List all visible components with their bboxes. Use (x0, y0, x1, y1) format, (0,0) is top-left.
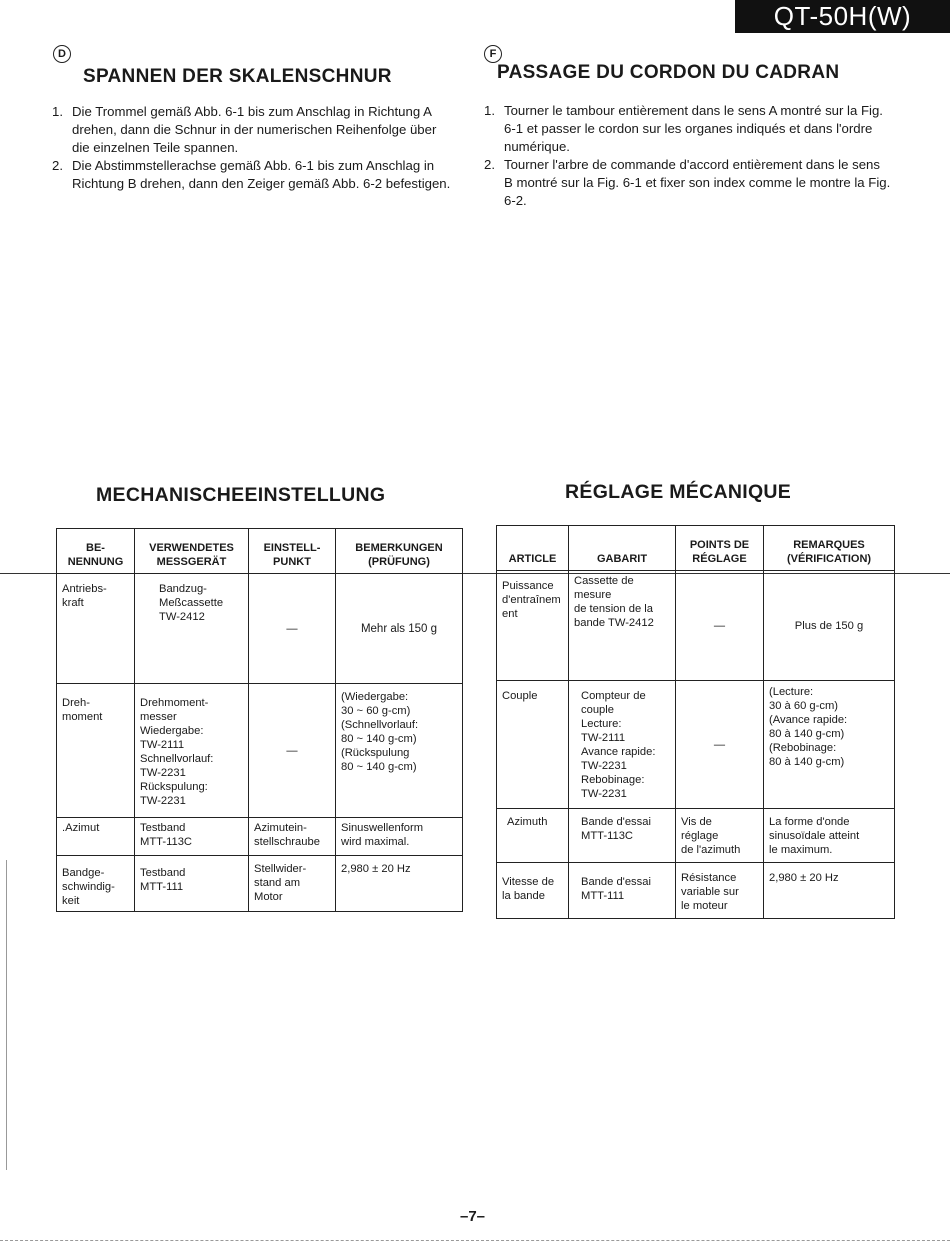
table-cell: Couple (497, 681, 569, 809)
table-row (497, 809, 895, 863)
table-cell: Stellwider- stand am Motor (249, 856, 336, 912)
table-row (57, 574, 463, 684)
table-cell: Vitesse de la bande (497, 863, 569, 919)
table-cell: — (676, 571, 764, 681)
french-table-title: RÉGLAGE MÉCANIQUE (565, 481, 792, 503)
table-cell: Azimutein- stellschraube (249, 818, 336, 856)
bottom-rule (0, 1240, 950, 1241)
table-cell: Testband MTT-113C (135, 818, 249, 856)
item-number: 2. (52, 158, 63, 173)
table-cell: Testband MTT-111 (135, 856, 249, 912)
table-header-row (57, 529, 463, 574)
table-cell: 2,980 ± 20 Hz (336, 856, 463, 912)
item-text: Tourner l'arbre de commande d'accord entièrement dans le sens B montré sur la Fig. 6-1 et fixer son index comme le montre la Fig. 6-2. (504, 157, 891, 208)
table-cell: Bande d'essai MTT-111 (569, 863, 676, 919)
section-f-marker: F (484, 45, 502, 63)
column-header: BE- NENNUNG (57, 529, 135, 574)
section-d-text (52, 103, 454, 193)
table-cell: — (249, 684, 336, 818)
column-header: EINSTELL- PUNKT (249, 529, 336, 574)
table-header-row (497, 526, 895, 571)
table-cell: Puissance d'entraînem ent (497, 571, 569, 681)
table-row (497, 571, 895, 681)
table-cell: Plus de 150 g (764, 571, 895, 681)
table-cell: Bandge- schwindig- keit (57, 856, 135, 912)
item-number: 2. (484, 157, 495, 172)
page-number: –7– (460, 1208, 486, 1225)
table-cell: .Azimut (57, 818, 135, 856)
table-cell: Mehr als 150 g (336, 574, 463, 684)
section-f-item-1 (484, 102, 892, 156)
table-cell: Résistance variable sur le moteur (676, 863, 764, 919)
table-row (57, 856, 463, 912)
table-row (57, 684, 463, 818)
table-cell: La forme d'onde sinusoïdale atteint le maximum. (764, 809, 895, 863)
table-cell: Sinuswellenform wird maximal. (336, 818, 463, 856)
table-cell: — (249, 574, 336, 684)
table-row (57, 818, 463, 856)
scan-edge-mark (6, 860, 7, 1170)
table-cell: Antriebs- kraft (57, 574, 135, 684)
table-cell: (Wiedergabe: 30 ~ 60 g-cm) (Schnellvorlauf: 80 ~ 140 g-cm) (Rückspulung 80 ~ 140 g-cm) (336, 684, 463, 818)
french-adjustment-table (496, 525, 895, 919)
table-cell: Azimuth (497, 809, 569, 863)
item-number: 1. (52, 104, 63, 119)
section-d-title: SPANNEN DER SKALENSCHNUR (83, 66, 392, 87)
table-cell: (Lecture: 30 à 60 g-cm) (Avance rapide: 80 à 140 g-cm) (Rebobinage: 80 à 140 g-cm) (764, 681, 895, 809)
section-d-marker: D (53, 45, 71, 63)
item-text: Tourner le tambour entièrement dans le sens A montré sur la Fig. 6-1 et passer le cordon sur les organes indiqués et dans l'ordre numérique. (504, 103, 883, 154)
column-header: ARTICLE (497, 526, 569, 571)
column-header: POINTS DE RÉGLAGE (676, 526, 764, 571)
section-f-text (484, 102, 892, 210)
column-header: GABARIT (569, 526, 676, 571)
column-header: BEMERKUNGEN (PRÜFUNG) (336, 529, 463, 574)
table-cell: Drehmoment- messer Wiedergabe: TW-2111 Schnellvorlauf: TW-2231 Rückspulung: TW-2231 (135, 684, 249, 818)
table-cell: Bandzug- Meßcassette TW-2412 (135, 574, 249, 684)
section-d-item-1 (52, 103, 454, 157)
table-cell: Cassette de mesure de tension de la bande TW-2412 (569, 571, 676, 681)
section-d-item-2 (52, 157, 454, 193)
german-adjustment-table (56, 528, 463, 912)
table-row (497, 681, 895, 809)
table-cell: — (676, 681, 764, 809)
table-cell: Dreh- moment (57, 684, 135, 818)
column-header: VERWENDETES MESSGERÄT (135, 529, 249, 574)
model-badge: QT-50H(W) (735, 0, 950, 33)
section-f-item-2 (484, 156, 892, 210)
table-cell: Bande d'essai MTT-113C (569, 809, 676, 863)
table-cell: Compteur de couple Lecture: TW-2111 Avance rapide: TW-2231 Rebobinage: TW-2231 (569, 681, 676, 809)
item-number: 1. (484, 103, 495, 118)
section-f-title: PASSAGE DU CORDON DU CADRAN (497, 62, 840, 83)
item-text: Die Trommel gemäß Abb. 6-1 bis zum Anschlag in Richtung A drehen, dann die Schnur in der numerischen Reihenfolge über die einzelnen Teile spannen. (72, 104, 437, 155)
table-cell: 2,980 ± 20 Hz (764, 863, 895, 919)
table-row (497, 863, 895, 919)
item-text: Die Abstimmstellerachse gemäß Abb. 6-1 bis zum Anschlag in Richtung B drehen, dann den Zeiger gemäß Abb. 6-2 befestigen. (72, 158, 451, 191)
column-header: REMARQUES (VÉRIFICATION) (764, 526, 895, 571)
table-cell: Vis de réglage de l'azimuth (676, 809, 764, 863)
german-table-title: MECHANISCHEEINSTELLUNG (96, 484, 386, 506)
